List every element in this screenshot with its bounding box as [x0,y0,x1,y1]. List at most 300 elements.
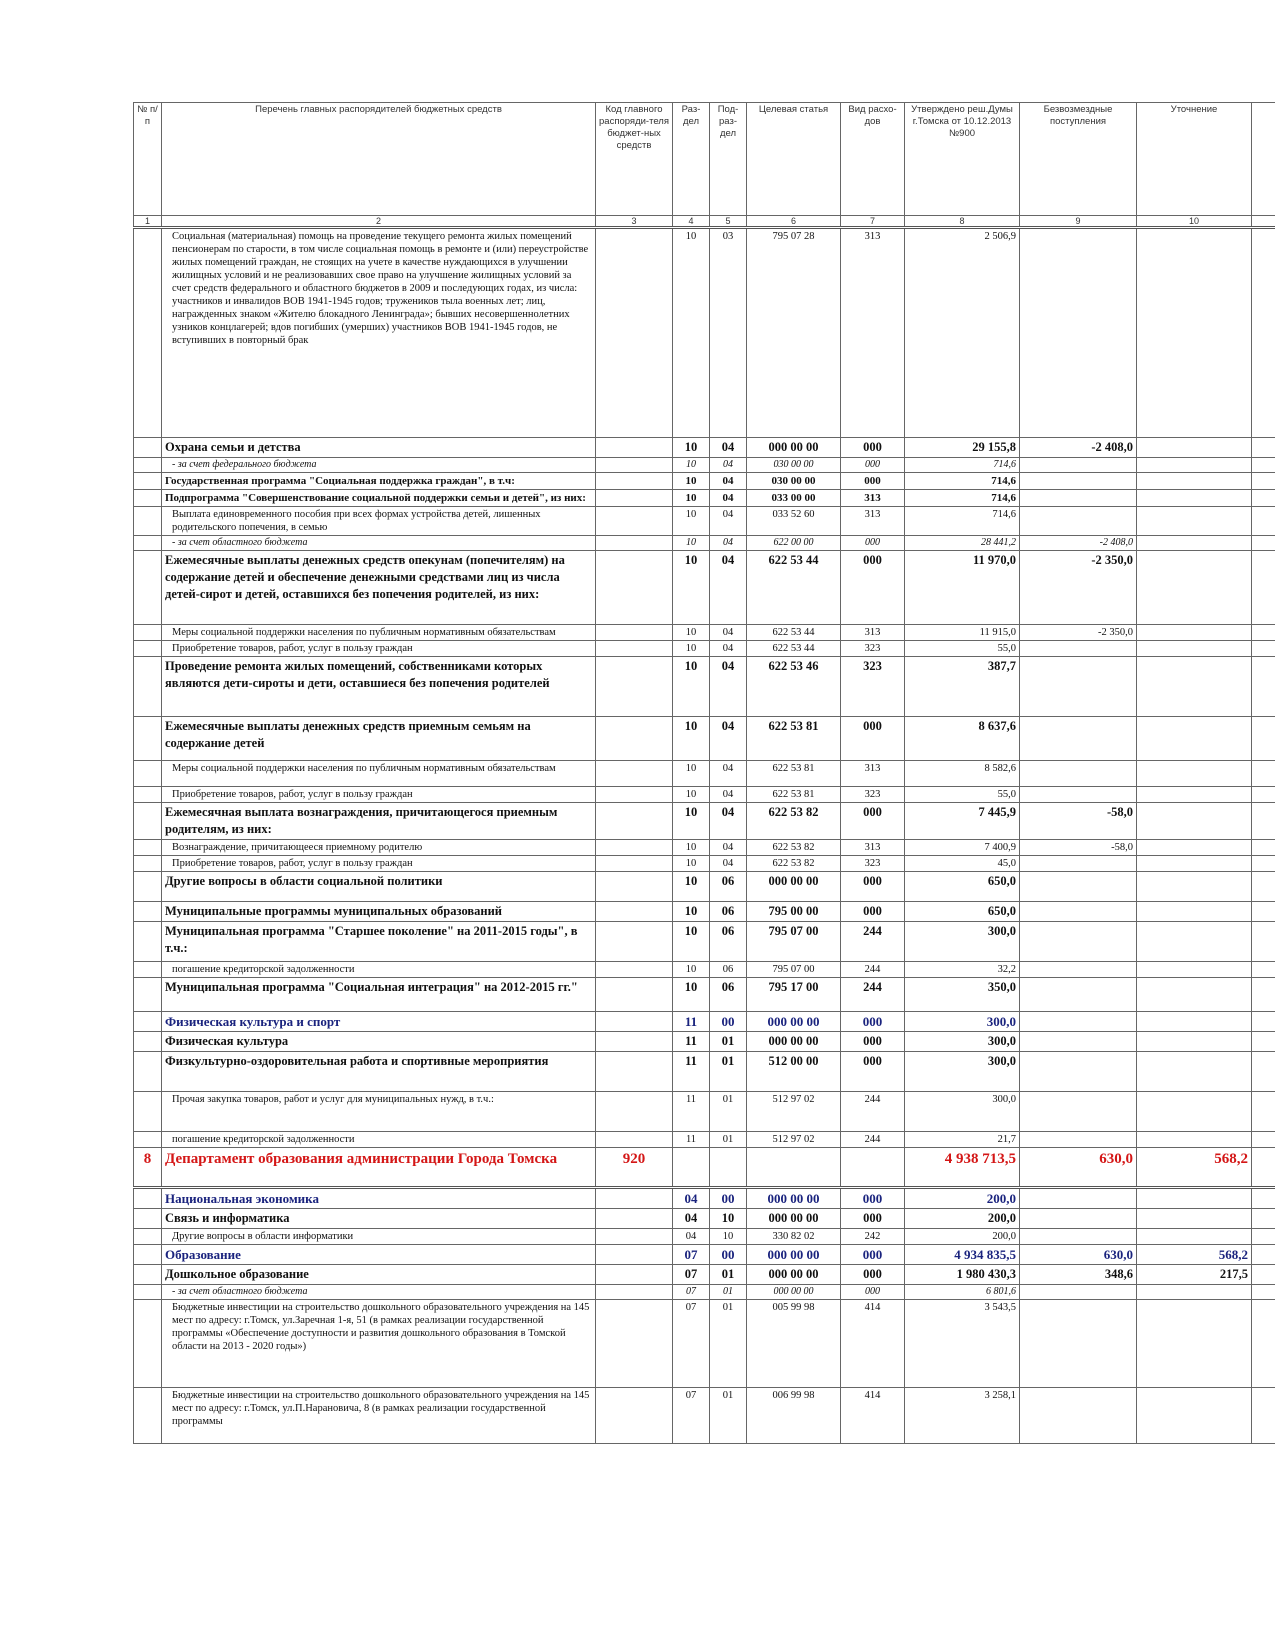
cell-grants [1020,787,1137,803]
cell-refinement [1137,962,1252,978]
cell-subsection: 01 [710,1092,747,1132]
cell-approved: 300,0 [905,1092,1020,1132]
cell-subsection: 01 [710,1265,747,1285]
table-row [134,872,1275,902]
cell-refinement [1137,228,1252,438]
table-row [134,761,1275,787]
cell-approved: 650,0 [905,902,1020,922]
cell-grants [1020,1052,1137,1092]
cell-subsection: 01 [710,1388,747,1444]
cell-num [134,641,162,657]
cell-name: Приобретение товаров, работ, услуг в пользу граждан [162,641,596,657]
cell-target: 795 17 00 [747,978,841,1012]
col-number: 7 [841,216,905,228]
cell-extra [1252,1012,1275,1032]
cell-grants: 630,0 [1020,1245,1137,1265]
cell-num [134,922,162,962]
cell-subsection: 04 [710,625,747,641]
cell-target: 622 53 81 [747,717,841,761]
cell-exp-type: 313 [841,507,905,536]
col-header-target: Целевая статья [747,103,841,216]
cell-grants: -2 408,0 [1020,536,1137,551]
cell-num [134,657,162,717]
cell-refinement [1137,536,1252,551]
cell-section: 07 [673,1388,710,1444]
cell-extra [1252,1132,1275,1148]
cell-exp-type: 000 [841,1032,905,1052]
cell-code [596,872,673,902]
cell-section: 07 [673,1265,710,1285]
cell-target: 622 53 44 [747,641,841,657]
table-row [134,1052,1275,1092]
cell-subsection: 06 [710,872,747,902]
cell-subsection: 04 [710,840,747,856]
table-row [134,228,1275,438]
cell-target: 622 53 44 [747,551,841,625]
cell-code [596,551,673,625]
cell-section: 10 [673,490,710,507]
cell-exp-type: 244 [841,1132,905,1148]
cell-grants [1020,872,1137,902]
cell-target: 622 53 81 [747,787,841,803]
cell-section: 11 [673,1032,710,1052]
cell-num [134,902,162,922]
cell-approved: 55,0 [905,787,1020,803]
cell-approved: 4 938 713,5 [905,1148,1020,1188]
cell-num [134,962,162,978]
cell-exp-type: 000 [841,1188,905,1209]
cell-num [134,473,162,490]
cell-subsection: 01 [710,1285,747,1300]
cell-refinement [1137,1052,1252,1092]
cell-exp-type: 313 [841,490,905,507]
cell-grants [1020,1092,1137,1132]
cell-section: 11 [673,1132,710,1148]
cell-subsection: 04 [710,473,747,490]
cell-target: 000 00 00 [747,1188,841,1209]
cell-extra [1252,625,1275,641]
cell-refinement [1137,473,1252,490]
cell-exp-type: 000 [841,1285,905,1300]
cell-section: 11 [673,1052,710,1092]
cell-grants: -58,0 [1020,803,1137,840]
cell-target: 795 07 00 [747,922,841,962]
cell-num [134,1209,162,1229]
cell-target: 512 97 02 [747,1092,841,1132]
budget-table [133,102,1275,1444]
cell-section: 10 [673,787,710,803]
cell-extra [1252,228,1275,438]
cell-num [134,1265,162,1285]
cell-subsection: 06 [710,962,747,978]
cell-target: 000 00 00 [747,1285,841,1300]
cell-section: 10 [673,473,710,490]
cell-section: 11 [673,1092,710,1132]
cell-refinement [1137,1388,1252,1444]
cell-name: - за счет областного бюджета [162,536,596,551]
cell-num [134,1388,162,1444]
cell-code [596,1188,673,1209]
cell-code [596,1012,673,1032]
cell-exp-type: 000 [841,717,905,761]
cell-extra [1252,1229,1275,1245]
cell-code [596,1245,673,1265]
cell-code [596,761,673,787]
cell-name: Меры социальной поддержки населения по публичным нормативным обязательствам [162,625,596,641]
cell-section: 10 [673,872,710,902]
cell-exp-type: 323 [841,657,905,717]
cell-subsection: 04 [710,717,747,761]
cell-extra [1252,978,1275,1012]
cell-code [596,1052,673,1092]
cell-section [673,1148,710,1188]
cell-exp-type: 000 [841,1052,905,1092]
cell-refinement [1137,856,1252,872]
cell-target: 622 53 44 [747,625,841,641]
cell-target: 030 00 00 [747,473,841,490]
table-row [134,1032,1275,1052]
cell-subsection: 04 [710,787,747,803]
cell-refinement [1137,1209,1252,1229]
cell-approved: 11 915,0 [905,625,1020,641]
cell-target: 000 00 00 [747,1245,841,1265]
table-row [134,962,1275,978]
cell-refinement [1137,840,1252,856]
cell-extra [1252,1209,1275,1229]
cell-grants: -58,0 [1020,840,1137,856]
cell-target: 000 00 00 [747,1265,841,1285]
cell-refinement [1137,551,1252,625]
cell-target: 033 52 60 [747,507,841,536]
cell-target: 030 00 00 [747,458,841,473]
col-header-num: № п/п [134,103,162,216]
table-row [134,641,1275,657]
table-row [134,1285,1275,1300]
cell-name: Муниципальная программа "Социальная интеграция" на 2012-2015 гг." [162,978,596,1012]
col-header-extra [1252,103,1275,216]
cell-code [596,438,673,458]
cell-grants [1020,490,1137,507]
cell-subsection: 01 [710,1300,747,1388]
cell-grants [1020,1209,1137,1229]
cell-exp-type: 414 [841,1388,905,1444]
cell-num [134,1092,162,1132]
cell-refinement [1137,1229,1252,1245]
cell-name: Муниципальная программа "Старшее поколение" на 2011-2015 годы", в т.ч.: [162,922,596,962]
col-number: 8 [905,216,1020,228]
col-header-code: Код главного распоряди-теля бюджет-ных средств [596,103,673,216]
cell-exp-type: 000 [841,536,905,551]
cell-subsection: 00 [710,1188,747,1209]
col-header-refinement: Уточнение [1137,103,1252,216]
cell-extra [1252,717,1275,761]
cell-grants [1020,717,1137,761]
cell-exp-type: 000 [841,551,905,625]
cell-subsection: 04 [710,551,747,625]
cell-exp-type: 242 [841,1229,905,1245]
col-number: 3 [596,216,673,228]
cell-extra [1252,840,1275,856]
cell-name: Приобретение товаров, работ, услуг в пользу граждан [162,787,596,803]
cell-approved: 300,0 [905,922,1020,962]
cell-code [596,1032,673,1052]
cell-exp-type: 323 [841,641,905,657]
cell-approved: 7 445,9 [905,803,1020,840]
cell-grants [1020,473,1137,490]
cell-grants [1020,657,1137,717]
table-row [134,473,1275,490]
cell-code [596,1209,673,1229]
cell-subsection: 00 [710,1012,747,1032]
cell-grants [1020,1032,1137,1052]
cell-refinement [1137,1300,1252,1388]
cell-exp-type [841,1148,905,1188]
cell-section: 10 [673,922,710,962]
cell-approved: 4 934 835,5 [905,1245,1020,1265]
cell-code [596,490,673,507]
cell-approved: 200,0 [905,1209,1020,1229]
table-row [134,1388,1275,1444]
cell-grants [1020,1132,1137,1148]
cell-extra [1252,1032,1275,1052]
table-row [134,1209,1275,1229]
cell-approved: 7 400,9 [905,840,1020,856]
cell-num [134,625,162,641]
cell-grants: 348,6 [1020,1265,1137,1285]
cell-grants: 630,0 [1020,1148,1137,1188]
cell-exp-type: 000 [841,1012,905,1032]
cell-name: Ежемесячные выплаты денежных средств приемным семьям на содержание детей [162,717,596,761]
cell-num [134,761,162,787]
table-row [134,978,1275,1012]
col-header-subsection: Под-раз-дел [710,103,747,216]
cell-refinement [1137,922,1252,962]
cell-target: 000 00 00 [747,1012,841,1032]
cell-approved: 28 441,2 [905,536,1020,551]
cell-exp-type: 244 [841,978,905,1012]
cell-exp-type: 000 [841,1265,905,1285]
cell-name: Другие вопросы в области социальной политики [162,872,596,902]
cell-approved: 8 582,6 [905,761,1020,787]
cell-subsection: 10 [710,1229,747,1245]
cell-approved: 8 637,6 [905,717,1020,761]
cell-grants [1020,922,1137,962]
cell-code [596,1265,673,1285]
table-row [134,1188,1275,1209]
cell-grants [1020,978,1137,1012]
cell-section: 10 [673,641,710,657]
cell-subsection: 01 [710,1132,747,1148]
cell-code [596,922,673,962]
cell-code [596,787,673,803]
cell-grants [1020,1388,1137,1444]
cell-section: 10 [673,962,710,978]
cell-num [134,872,162,902]
column-number-row [134,216,1275,228]
cell-section: 07 [673,1245,710,1265]
table-row [134,490,1275,507]
cell-refinement [1137,787,1252,803]
col-number: 9 [1020,216,1137,228]
cell-subsection: 04 [710,458,747,473]
cell-section: 10 [673,551,710,625]
cell-extra [1252,1388,1275,1444]
cell-target: 033 00 00 [747,490,841,507]
cell-code [596,1300,673,1388]
cell-refinement [1137,641,1252,657]
cell-extra [1252,536,1275,551]
table-row [134,1300,1275,1388]
cell-num [134,978,162,1012]
cell-name: - за счет федерального бюджета [162,458,596,473]
cell-approved: 3 543,5 [905,1300,1020,1388]
cell-num [134,856,162,872]
cell-name: Национальная экономика [162,1188,596,1209]
cell-subsection: 04 [710,438,747,458]
table-row [134,438,1275,458]
cell-exp-type: 000 [841,473,905,490]
cell-target: 622 00 00 [747,536,841,551]
cell-approved: 300,0 [905,1052,1020,1092]
cell-target: 000 00 00 [747,872,841,902]
cell-num [134,1188,162,1209]
cell-target: 000 00 00 [747,1209,841,1229]
cell-grants: -2 408,0 [1020,438,1137,458]
cell-extra [1252,922,1275,962]
cell-approved: 55,0 [905,641,1020,657]
cell-section: 10 [673,717,710,761]
cell-code [596,1285,673,1300]
col-number: 10 [1137,216,1252,228]
cell-name: Вознаграждение, причитающееся приемному родителю [162,840,596,856]
cell-approved: 200,0 [905,1188,1020,1209]
cell-grants: -2 350,0 [1020,551,1137,625]
cell-approved: 714,6 [905,473,1020,490]
cell-code [596,717,673,761]
cell-approved: 650,0 [905,872,1020,902]
cell-target: 795 07 28 [747,228,841,438]
cell-refinement [1137,625,1252,641]
cell-exp-type: 414 [841,1300,905,1388]
table-row [134,1148,1275,1188]
cell-code [596,1229,673,1245]
cell-approved: 6 801,6 [905,1285,1020,1300]
cell-name: Приобретение товаров, работ, услуг в пользу граждан [162,856,596,872]
cell-name: Бюджетные инвестиции на строительство дошкольного образовательного учреждения на 145 мест по адресу: г.Томск, ул.Заречная 1-я, 51 (в рамках реализации государственной программы «Обеспечение доступности и развития дошкольного образования в Томской области на 2013 - 2020 годы») [162,1300,596,1388]
table-row [134,840,1275,856]
cell-refinement [1137,458,1252,473]
cell-num [134,717,162,761]
cell-grants [1020,761,1137,787]
cell-refinement [1137,803,1252,840]
cell-approved: 1 980 430,3 [905,1265,1020,1285]
cell-name: - за счет областного бюджета [162,1285,596,1300]
cell-code [596,1388,673,1444]
cell-code [596,536,673,551]
cell-extra [1252,438,1275,458]
cell-refinement [1137,490,1252,507]
cell-section: 10 [673,856,710,872]
table-row [134,1092,1275,1132]
cell-target: 622 53 46 [747,657,841,717]
cell-grants [1020,458,1137,473]
cell-code [596,840,673,856]
cell-name: Физкультурно-оздоровительная работа и спортивные мероприятия [162,1052,596,1092]
cell-section: 10 [673,803,710,840]
cell-extra [1252,507,1275,536]
cell-grants [1020,856,1137,872]
cell-extra [1252,856,1275,872]
cell-extra [1252,473,1275,490]
cell-name: Муниципальные программы муниципальных образований [162,902,596,922]
cell-approved: 2 506,9 [905,228,1020,438]
cell-extra [1252,1092,1275,1132]
cell-approved: 714,6 [905,490,1020,507]
cell-code [596,1132,673,1148]
cell-name: Другие вопросы в области информатики [162,1229,596,1245]
cell-section: 07 [673,1285,710,1300]
cell-grants [1020,1300,1137,1388]
cell-refinement [1137,717,1252,761]
cell-approved: 3 258,1 [905,1388,1020,1444]
cell-extra [1252,657,1275,717]
col-header-approved: Утверждено реш.Думы г.Томска от 10.12.2013 №900 [905,103,1020,216]
cell-subsection: 04 [710,761,747,787]
cell-num [134,536,162,551]
cell-refinement: 568,2 [1137,1148,1252,1188]
cell-approved: 45,0 [905,856,1020,872]
cell-subsection: 04 [710,490,747,507]
table-row [134,625,1275,641]
cell-target: 512 00 00 [747,1052,841,1092]
table-row [134,787,1275,803]
cell-subsection: 01 [710,1032,747,1052]
cell-subsection: 00 [710,1245,747,1265]
cell-subsection: 03 [710,228,747,438]
cell-num [134,1245,162,1265]
cell-num [134,1052,162,1092]
cell-refinement [1137,1132,1252,1148]
cell-target: 622 53 81 [747,761,841,787]
cell-name: погашение кредиторской задолженности [162,962,596,978]
col-header-section: Раз-дел [673,103,710,216]
cell-subsection: 06 [710,978,747,1012]
cell-grants [1020,1012,1137,1032]
cell-exp-type: 323 [841,787,905,803]
col-header-grants: Безвозмездные поступления [1020,103,1137,216]
cell-approved: 300,0 [905,1032,1020,1052]
cell-exp-type: 244 [841,1092,905,1132]
cell-subsection: 01 [710,1052,747,1092]
cell-exp-type: 323 [841,856,905,872]
cell-approved: 11 970,0 [905,551,1020,625]
cell-extra [1252,787,1275,803]
cell-code [596,1092,673,1132]
cell-approved: 387,7 [905,657,1020,717]
cell-num [134,228,162,438]
table-row [134,458,1275,473]
cell-target: 622 53 82 [747,840,841,856]
cell-refinement [1137,507,1252,536]
cell-code [596,507,673,536]
cell-section: 11 [673,1012,710,1032]
cell-section: 04 [673,1229,710,1245]
cell-section: 10 [673,978,710,1012]
cell-name: Ежемесячные выплаты денежных средств опекунам (попечителям) на содержание детей и обеспечение денежными средствами лиц из числа детей-сирот и детей, оставшихся без попечения родителей, из них: [162,551,596,625]
cell-name: Меры социальной поддержки населения по публичным нормативным обязательствам [162,761,596,787]
cell-name: Государственная программа "Социальная поддержка граждан", в т.ч: [162,473,596,490]
cell-name: Подпрограмма "Совершенствование социальной поддержки семьи и детей", из них: [162,490,596,507]
